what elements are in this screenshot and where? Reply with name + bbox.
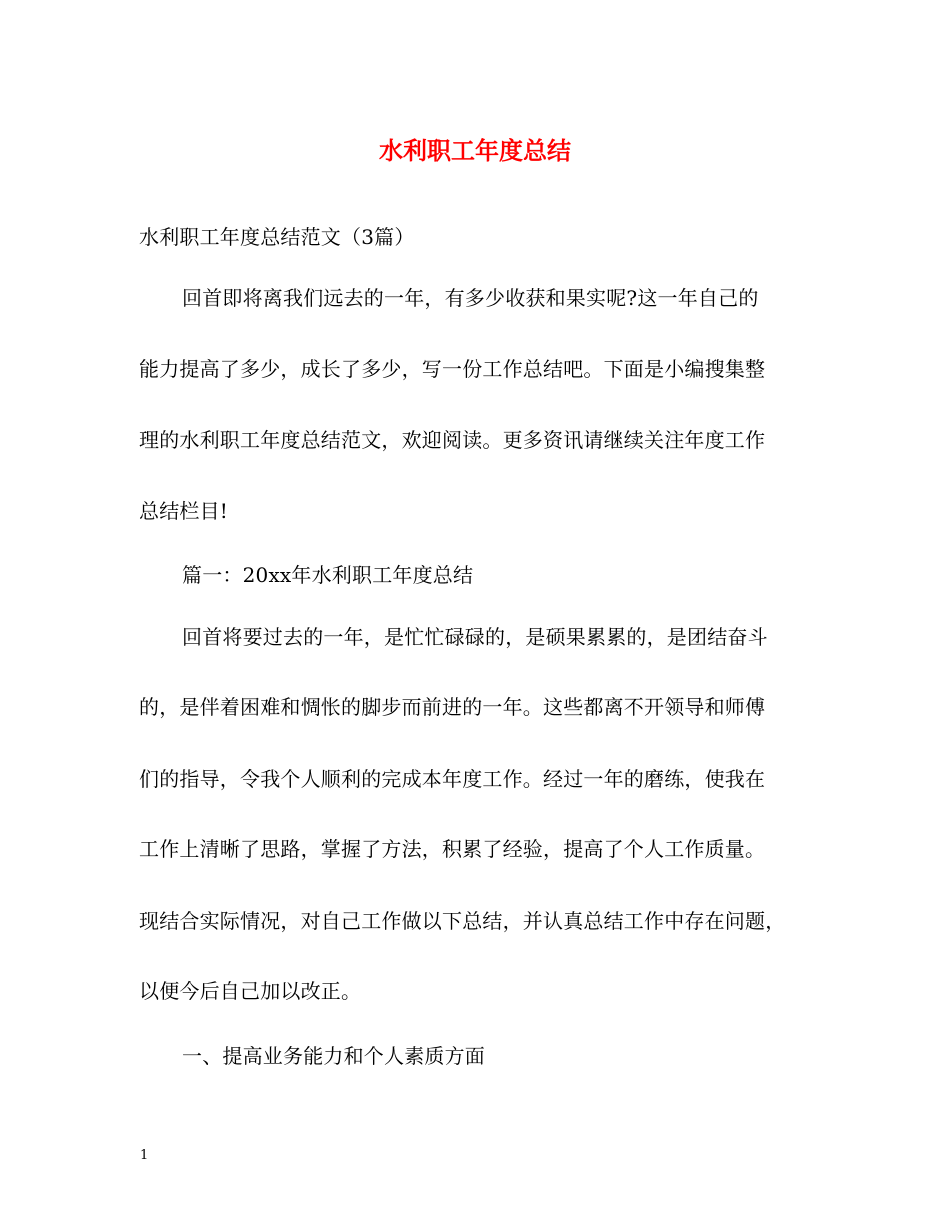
page-number: 1 xyxy=(140,1148,149,1163)
paragraph-line: 工作上清晰了思路，掌握了方法，积累了经验，提高了个人工作质量。 xyxy=(139,837,766,861)
paragraph-line: 回首即将离我们远去的一年，有多少收获和果实呢?这一年自己的 xyxy=(182,286,759,310)
section-heading: 一、提高业务能力和个人素质方面 xyxy=(182,1044,485,1068)
section-heading: 篇一：20xx年水利职工年度总结 xyxy=(182,563,474,587)
paragraph-line: 以便今后自己加以改正。 xyxy=(139,979,362,1003)
document-title: 水利职工年度总结 xyxy=(379,136,571,165)
paragraph-line: 能力提高了多少，成长了多少，写一份工作总结吧。下面是小编搜集整 xyxy=(139,357,766,381)
paragraph-line: 理的水利职工年度总结范文，欢迎阅读。更多资讯请继续关注年度工作 xyxy=(139,428,766,452)
paragraph-line: 们的指导，令我个人顺利的完成本年度工作。经过一年的磨练，使我在 xyxy=(139,767,766,791)
paragraph-line: 现结合实际情况，对自己工作做以下总结，并认真总结工作中存在问题， xyxy=(139,909,786,933)
document-subtitle: 水利职工年度总结范文（3篇） xyxy=(139,225,415,249)
paragraph-line: 的，是伴着困难和惆怅的脚步而前进的一年。这些都离不开领导和师傅 xyxy=(139,695,766,719)
paragraph-line: 回首将要过去的一年，是忙忙碌碌的，是硕果累累的，是团结奋斗 xyxy=(182,625,768,649)
paragraph-line: 总结栏目! xyxy=(139,499,229,523)
